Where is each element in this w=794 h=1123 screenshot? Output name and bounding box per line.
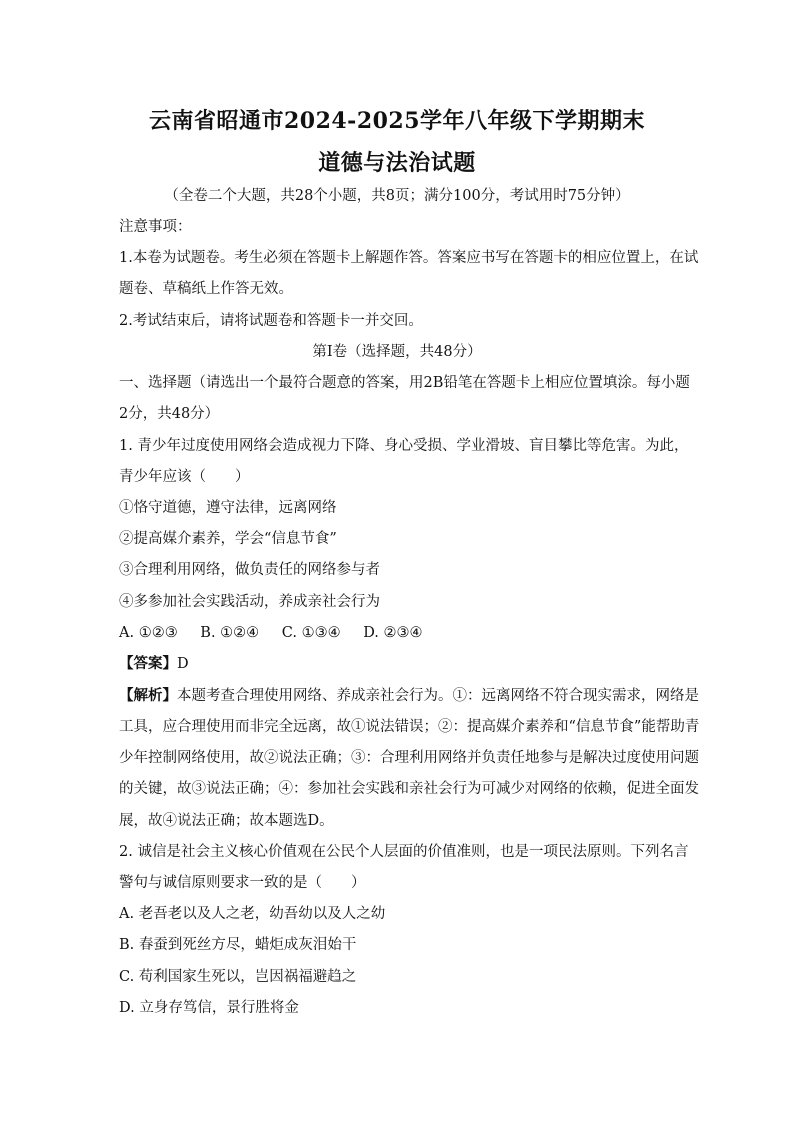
exam-title: 云南省昭通市2024-2025学年八年级下学期期末 xyxy=(148,108,646,134)
analysis-text: 本题考查合理使用网络、养成亲社会行为。①：远离网络不符合现实需求，网络是 xyxy=(177,688,699,704)
answer-label: 【答案】 xyxy=(119,655,177,672)
q1-statement-2: ②提高媒介素养，学会“信息节食” xyxy=(119,531,337,547)
analysis-label: 【解析】 xyxy=(119,687,177,704)
exam-info: （全卷二个大题，共28个小题，共8页；满分100分，考试用时75分钟） xyxy=(164,188,630,204)
notice-item-2: 2.考试结束后，请将试题卷和答题卡一并交回。 xyxy=(119,313,423,329)
q1-option-a: A. ①②③ xyxy=(119,625,178,641)
q1-answer xyxy=(119,654,679,674)
q1-statement-1: ①恪守道德，遵守法律，远离网络 xyxy=(119,500,337,516)
notice-item-1-line-2: 题卷、草稿纸上作答无效。 xyxy=(119,281,293,297)
q1-statement-4: ④多参加社会实践活动，养成亲社会行为 xyxy=(119,594,380,610)
part1-instruction-line-2: 2分，共48分） xyxy=(119,406,220,422)
notice-item-1-line-1: 1.本卷为试题卷。考生必须在答题卡上解题作答。答案应书写在答题卡的相应位置上，在试 xyxy=(119,250,699,266)
q1-analysis-line-5: 展，故④说法正确；故本题选D。 xyxy=(119,813,334,829)
answer-value: D xyxy=(177,656,189,672)
q1-stem-line-1: 1. 青少年过度使用网络会造成视力下降、身心受损、学业滑坡、盲目攀比等危害。为此， xyxy=(119,438,689,454)
q2-option-d: D. 立身存笃信，景行胜将金 xyxy=(119,1000,299,1016)
q1-analysis-line-3: 少年控制网络使用，故②说法正确；③：合理利用网络并负责任地参与是解决过度使用问题 xyxy=(119,750,699,766)
q1-option-b: B. ①②④ xyxy=(200,625,260,641)
q1-statement-3: ③合理利用网络，做负责任的网络参与者 xyxy=(119,562,380,578)
notice-heading: 注意事项： xyxy=(119,219,192,235)
exam-subtitle: 道德与法治试题 xyxy=(318,150,476,176)
q2-option-b: B. 春蚕到死丝方尽，蜡炬成灰泪始干 xyxy=(119,937,357,953)
q1-options xyxy=(119,623,679,643)
part1-heading: 第Ⅰ卷（选择题，共48分） xyxy=(312,344,482,360)
q1-analysis-line-4: 的关键，故③说法正确；④：参加社会实践和亲社会行为可减少对网络的依赖，促进全面发 xyxy=(119,781,699,797)
part1-instruction-line-1: 一、选择题（请选出一个最符合题意的答案，用2B铅笔在答题卡上相应位置填涂。每小题 xyxy=(119,375,690,391)
q1-stem-line-2: 青少年应该（ ） xyxy=(119,469,250,485)
q1-option-d: D. ②③④ xyxy=(363,625,423,641)
q1-option-c: C. ①③④ xyxy=(281,625,341,641)
q2-stem-line-2: 警句与诚信原则要求一致的是（ ） xyxy=(119,875,366,891)
q2-option-c: C. 苟利国家生死以，岂因祸福避趋之 xyxy=(119,969,357,985)
q1-analysis-line-2: 工具，应合理使用而非完全远离，故①说法错误；②：提高媒介素养和“信息节食”能帮助青 xyxy=(119,719,700,735)
q2-stem-line-1: 2. 诚信是社会主义核心价值观在公民个人层面的价值准则，也是一项民法原则。下列名言 xyxy=(119,844,689,860)
q1-analysis-line-1 xyxy=(119,686,699,706)
q2-option-a: A. 老吾老以及人之老，幼吾幼以及人之幼 xyxy=(119,906,386,922)
